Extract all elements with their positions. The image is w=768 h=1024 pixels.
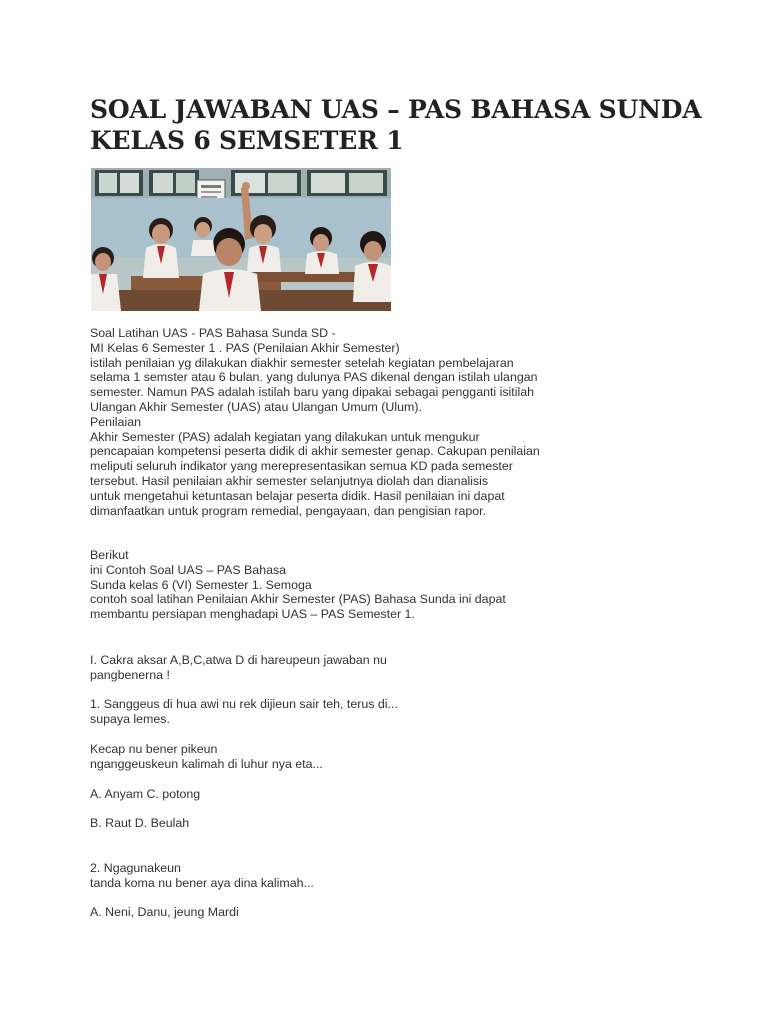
intro-line: tersebut. Hasil penilaian akhir semester selanjutnya diolah dan dianalisis [90, 473, 489, 488]
intro-line: selama 1 semster atau 6 bulan. yang dulunya PAS dikenal dengan istilah ulangan [90, 370, 538, 385]
question-2-line: 2. Ngagunakeun [90, 861, 181, 875]
question-2 [90, 861, 690, 891]
question-1-options-bd [90, 816, 690, 831]
example-intro-paragraph [90, 548, 690, 622]
option-line-a: A. Neni, Danu, jeung Mardi [90, 905, 239, 919]
question-2-line: tanda koma nu bener aya dina kalimah... [90, 875, 314, 890]
question-1-prompt [90, 742, 690, 772]
intro-line: MI Kelas 6 Semester 1 . PAS (Penilaian Akhir Semester) [90, 340, 400, 355]
intro-line: Soal Latihan UAS - PAS Bahasa Sunda SD - [90, 326, 336, 340]
intro-line: semester. Namun PAS adalah istilah baru yang dipakai sebagai pengganti isitilah [90, 385, 535, 400]
question-1-prompt-line: nganggeuskeun kalimah di luhur nya eta... [90, 756, 323, 771]
intro-line: istilah penilaian yg dilakukan diakhir semester setelah kegiatan pembelajaran [90, 355, 514, 370]
intro-line: meliputi seluruh indikator yang merepresentasikan semua KD pada semester [90, 459, 513, 474]
example-intro-line: Berikut [90, 548, 129, 562]
intro-paragraph [90, 326, 690, 518]
example-intro-line: membantu persiapan menghadapi UAS – PAS Semester 1. [90, 607, 415, 622]
instruction-line: pangbenerna ! [90, 667, 170, 682]
classroom-photo-illustration [91, 168, 391, 311]
intro-line: untuk mengetahui ketuntasan belajar peserta didik. Hasil penilaian ini dapat [90, 488, 505, 503]
example-intro-line: Sunda kelas 6 (VI) Semester 1. Semoga [90, 577, 312, 592]
question-1-options-ac [90, 787, 690, 802]
intro-line: dimanfaatkan untuk program remedial, pengayaan, dan pengisian rapor. [90, 503, 487, 518]
intro-line: Penilaian [90, 414, 141, 429]
question-1-prompt-line: Kecap nu bener pikeun [90, 742, 218, 756]
intro-line: pencapaian kompetensi peserta didik di akhir semester genap. Cakupan penilaian [90, 444, 540, 459]
option-line-bd: B. Raut D. Beulah [90, 816, 190, 830]
question-2-option-a [90, 905, 690, 920]
title-line-1: SOAL JAWABAN UAS – PAS BAHASA SUNDA [90, 95, 702, 124]
instruction-text [90, 653, 690, 683]
intro-line: Ulangan Akhir Semester (UAS) atau Ulangan Umum (Ulum). [90, 399, 422, 414]
title-line-2: KELAS 6 SEMSETER 1 [90, 126, 404, 155]
document-title [90, 94, 702, 156]
option-line-ac: A. Anyam C. potong [90, 787, 201, 801]
classroom-photo [91, 168, 391, 311]
intro-line: Akhir Semester (PAS) adalah kegiatan yang dilakukan untuk mengukur [90, 429, 480, 444]
question-1 [90, 697, 690, 727]
question-1-line: supaya lemes. [90, 711, 170, 726]
question-1-line: 1. Sanggeus di hua awi nu rek dijieun sair teh, terus di... [90, 697, 398, 711]
example-intro-line: contoh soal latihan Penilaian Akhir Semester (PAS) Bahasa Sunda ini dapat [90, 592, 506, 607]
instruction-line: I. Cakra aksar A,B,C,atwa D di hareupeun jawaban nu [90, 653, 387, 667]
example-intro-line: ini Contoh Soal UAS – PAS Bahasa [90, 562, 287, 577]
